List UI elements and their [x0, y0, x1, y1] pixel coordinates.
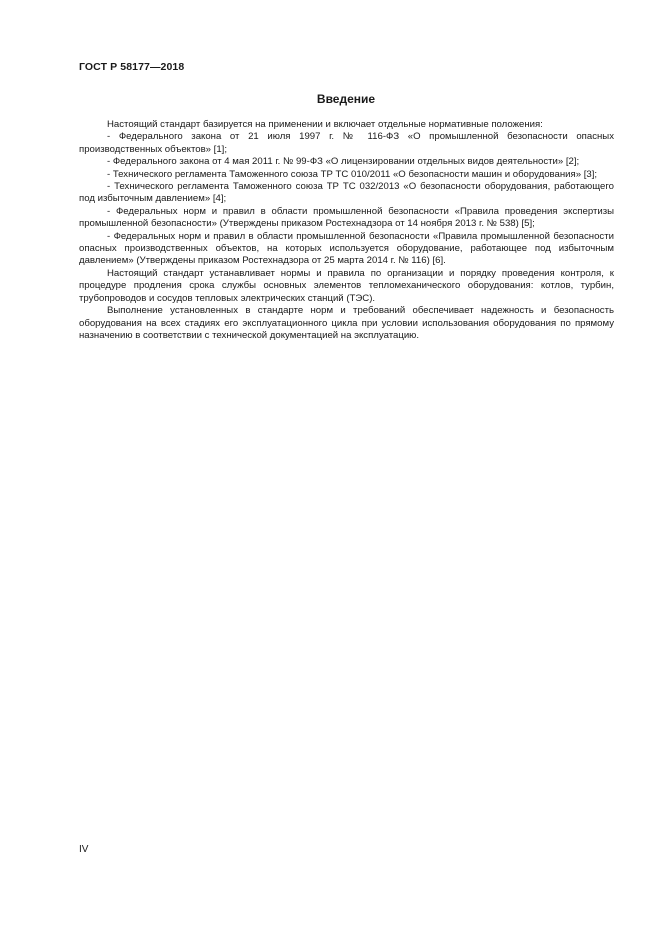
list-item-fnp-116: - Федеральных норм и правил в области промышленной безопасности «Правила промышленной безопасности опасных производственных объектов, на которых используется оборудование, работающее под избыточным давлением» (Утверждены приказом Ростехнадзора от 25 марта 2014 г. № 116) [6]. [79, 230, 614, 267]
list-item-tr-ts-032: - Технического регламента Таможенного союза ТР ТС 032/2013 «О безопасности оборудования, работающего под избыточным давлением» [4]; [79, 181, 614, 205]
page-number: IV [79, 844, 89, 855]
paragraph-reliability: Выполнение установленных в стандарте норм и требований обеспечивает надежность и безопасность оборудования на всех стадиях его эксплуатационного цикла при условии использования оборудования по прямому назначению в соответствии с технической документацией на эксплуатацию. [79, 305, 614, 341]
body-text [79, 119, 614, 342]
section-title: Введение [316, 92, 376, 106]
list-item-fnp-538: - Федеральных норм и правил в области промышленной безопасности «Правила проведения экспертизы промышленной безопасности» (Утверждены приказом Ростехнадзора от 14 ноября 2013 г. № 538) [5]; [79, 205, 614, 230]
paragraph-scope: Настоящий стандарт устанавливает нормы и правила по организации и порядку проведения контроля, к процедуре продления срока службы основных элементов тепломеханического оборудования: котлов, турбин, трубопроводов и сосудов тепловых электрических станций (ТЭС). [79, 267, 614, 304]
list-item-tr-ts-010: - Технического регламента Таможенного союза ТР ТС 010/2011 «О безопасности машин и оборудования» [3]; [107, 168, 598, 180]
list-item-law-99: - Федерального закона от 4 мая 2011 г. № 99-ФЗ «О лицензировании отдельных видов деятельности» [2]; [107, 156, 580, 168]
paragraph-intro: Настоящий стандарт базируется на применении и включает отдельные нормативные положения: [107, 119, 543, 130]
list-item-law-116: - Федерального закона от 21 июля 1997 г. № 116-ФЗ «О промышленной безопасности опасных производственных объектов» [1]; [79, 131, 614, 155]
document-header-id: ГОСТ Р 58177—2018 [79, 61, 185, 73]
